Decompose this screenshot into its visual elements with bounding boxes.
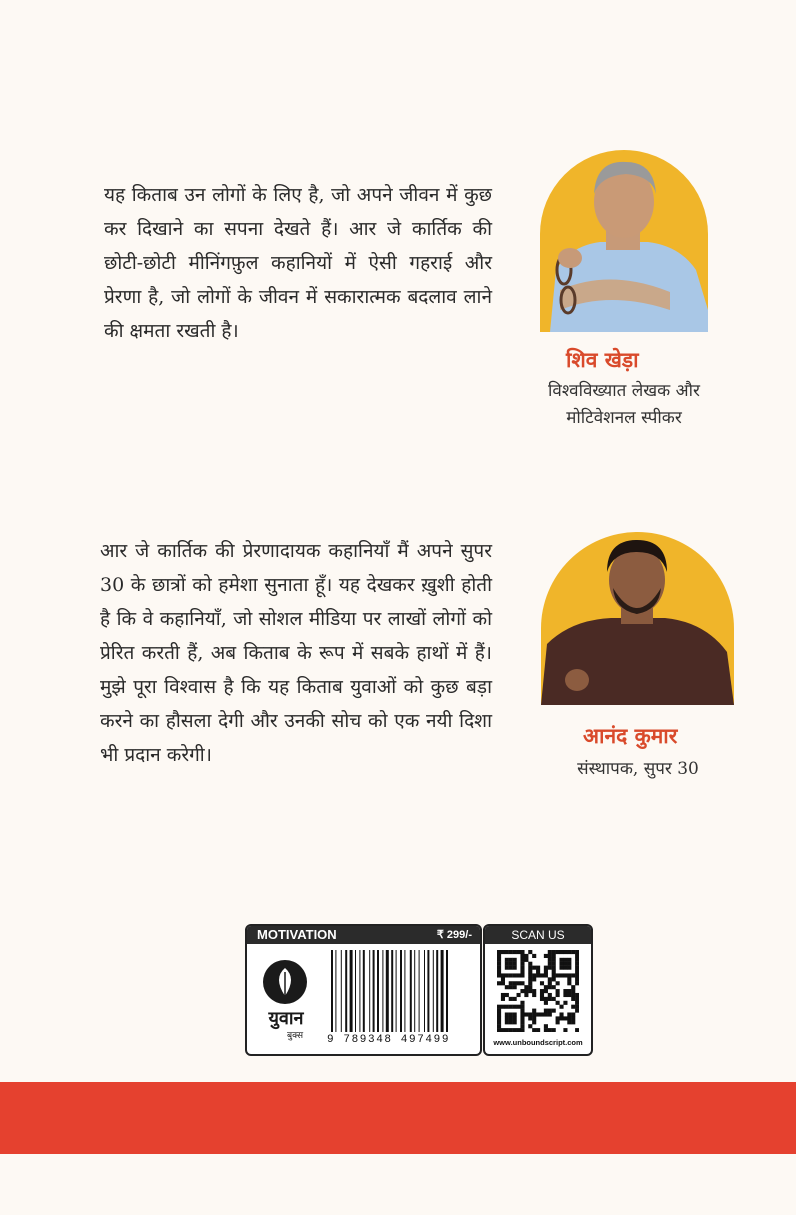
publisher-url[interactable]: www.unboundscript.com <box>493 1038 583 1047</box>
qr-module <box>556 1020 560 1024</box>
qr-module <box>532 973 536 977</box>
barcode-bar <box>433 950 434 1032</box>
qr-module <box>559 1012 563 1016</box>
qr-module <box>567 993 571 997</box>
barcode-bar <box>419 950 420 1032</box>
barcode-bar <box>355 950 356 1032</box>
qr-module <box>520 950 524 954</box>
qr-code[interactable] <box>497 950 579 1032</box>
qr-module <box>552 1009 556 1013</box>
qr-module <box>544 997 548 1001</box>
qr-module <box>544 1028 548 1032</box>
qr-module <box>517 1028 521 1032</box>
qr-module <box>509 981 513 985</box>
barcode-bars <box>331 950 471 1032</box>
qr-module <box>571 950 575 954</box>
qr-module <box>575 966 579 970</box>
qr-module <box>544 970 548 974</box>
qr-module <box>509 997 513 1001</box>
endorser-role-1 <box>516 378 732 432</box>
qr-module <box>501 1028 505 1032</box>
qr-module <box>524 989 528 993</box>
qr-module <box>513 997 517 1001</box>
barcode-bar <box>396 950 397 1032</box>
qr-module <box>528 962 532 966</box>
endorsement-quote-2: आर जे कार्तिक की प्रेरणादायक कहानियाँ मैं अपने सुपर 30 के छात्रों को हमेशा सुनाता हूँ। यह देखकर ख़ुशी होती है कि वे कहानियाँ, जो सोशल मीडिया पर लाखों लोगों को प्रेरित करती हैं, अब किताब के रूप में सबके हाथों में हैं। मुझे पूरा विश्वास है कि यह किताब युवाओं को कुछ बड़ा करने का हौसला देगी और उनकी सोच को एक नयी दिशा भी प्रदान करेगी। <box>100 540 492 766</box>
qr-module <box>544 985 548 989</box>
qr-module <box>505 973 509 977</box>
qr-module <box>544 954 548 958</box>
qr-module <box>536 973 540 977</box>
qr-module <box>505 993 509 997</box>
qr-module <box>563 966 567 970</box>
qr-module <box>540 981 544 985</box>
qr-module <box>509 1016 513 1020</box>
qr-module <box>571 993 575 997</box>
qr-module <box>540 989 544 993</box>
qr-module <box>513 1005 517 1009</box>
qr-module <box>513 958 517 962</box>
qr-module <box>575 981 579 985</box>
qr-module <box>567 950 571 954</box>
qr-module <box>544 989 548 993</box>
qr-header: SCAN US <box>485 926 591 944</box>
qr-module <box>544 1012 548 1016</box>
qr-module <box>540 973 544 977</box>
qr-module <box>571 997 575 1001</box>
qr-module <box>528 973 532 977</box>
barcode-bar <box>404 950 405 1032</box>
qr-module <box>532 1028 536 1032</box>
qr-module <box>548 993 552 997</box>
qr-module <box>548 954 552 958</box>
qr-module <box>528 1016 532 1020</box>
qr-module <box>575 970 579 974</box>
qr-module <box>528 977 532 981</box>
qr-module <box>505 985 509 989</box>
qr-module <box>501 997 505 1001</box>
qr-module <box>509 950 513 954</box>
qr-module <box>520 989 524 993</box>
qr-module <box>575 993 579 997</box>
qr-module <box>567 958 571 962</box>
publisher-logo: युवान <box>268 1008 304 1029</box>
endorser-role-2 <box>540 756 736 783</box>
qr-module <box>520 981 524 985</box>
qr-module <box>552 970 556 974</box>
qr-module <box>571 1016 575 1020</box>
qr-module <box>563 1028 567 1032</box>
endorser-role-2-line1: संस्थापक, सुपर 30 <box>577 759 699 779</box>
qr-module <box>505 958 509 962</box>
qr-module <box>540 1012 544 1016</box>
qr-module <box>556 1016 560 1020</box>
isbn-number: 9 789348 497499 <box>327 1034 451 1046</box>
barcode-bar <box>331 950 333 1032</box>
qr-module <box>575 1009 579 1013</box>
qr-module <box>505 1012 509 1016</box>
qr-module <box>497 954 501 958</box>
barcode-bar <box>373 950 375 1032</box>
qr-module <box>536 970 540 974</box>
barcode-bar <box>446 950 448 1032</box>
qr-module <box>509 966 513 970</box>
qr-module <box>552 958 556 962</box>
qr-module <box>567 973 571 977</box>
barcode-bar <box>369 950 370 1032</box>
qr-module <box>556 981 560 985</box>
qr-module <box>505 950 509 954</box>
qr-module <box>497 1028 501 1032</box>
qr-module <box>505 1020 509 1024</box>
qr-module <box>513 1020 517 1024</box>
qr-module <box>513 973 517 977</box>
qr-module <box>552 962 556 966</box>
qr-module <box>528 981 532 985</box>
qr-module <box>513 1012 517 1016</box>
qr-module <box>509 1005 513 1009</box>
qr-module <box>528 1024 532 1028</box>
qr-module <box>544 1001 548 1005</box>
qr-module <box>552 973 556 977</box>
qr-panel[interactable] <box>483 924 593 1056</box>
endorsement-quote-1: यह किताब उन लोगों के लिए है, जो अपने जीवन में कुछ कर दिखाने का सपना देखते हैं। आर जे कार्तिक की छोटी-छोटी मीनिंगफ़ुल कहानियों में ऐसी गहराई और प्रेरणा है, जो लोगों के जीवन में सकारात्मक बदलाव लाने की क्षमता रखती है। <box>104 184 492 342</box>
qr-module <box>509 973 513 977</box>
qr-module <box>528 985 532 989</box>
qr-module <box>520 1012 524 1016</box>
qr-module <box>497 1012 501 1016</box>
endorser-name-2: आनंद कुमार <box>583 724 678 748</box>
qr-module <box>559 973 563 977</box>
qr-module <box>520 954 524 958</box>
qr-module <box>563 989 567 993</box>
barcode-bar <box>436 950 438 1032</box>
barcode-bar <box>345 950 347 1032</box>
qr-module <box>559 1005 563 1009</box>
qr-module <box>567 1012 571 1016</box>
qr-module <box>497 1005 501 1009</box>
qr-module <box>509 958 513 962</box>
price-label: ₹ 299/- <box>436 929 472 941</box>
qr-module <box>501 981 505 985</box>
qr-module <box>513 1028 517 1032</box>
barcode-bar <box>441 950 444 1032</box>
qr-module <box>567 981 571 985</box>
qr-module <box>520 1028 524 1032</box>
barcode-bar <box>391 950 393 1032</box>
qr-module <box>497 1024 501 1028</box>
qr-module <box>497 973 501 977</box>
bottom-red-band <box>0 1082 796 1154</box>
qr-module <box>571 1020 575 1024</box>
qr-module <box>563 1016 567 1020</box>
qr-module <box>520 1005 524 1009</box>
qr-module <box>563 950 567 954</box>
endorser-role-1-line2: मोटिवेशनल स्पीकर <box>566 408 682 428</box>
qr-module <box>497 1020 501 1024</box>
qr-module <box>517 973 521 977</box>
qr-module <box>497 1009 501 1013</box>
qr-module <box>497 962 501 966</box>
barcode-bar <box>363 950 365 1032</box>
qr-module <box>528 989 532 993</box>
qr-module <box>548 962 552 966</box>
qr-module <box>517 950 521 954</box>
qr-module <box>517 1005 521 1009</box>
qr-module <box>548 997 552 1001</box>
qr-module <box>524 958 528 962</box>
qr-module <box>571 973 575 977</box>
qr-module <box>513 985 517 989</box>
qr-module <box>571 989 575 993</box>
qr-module <box>532 966 536 970</box>
publisher-leaf-icon <box>263 960 307 1004</box>
endorser-role-1-line1: विश्वविख्यात लेखक और <box>548 381 700 401</box>
qr-module <box>563 973 567 977</box>
qr-module <box>548 958 552 962</box>
qr-module <box>552 1028 556 1032</box>
qr-module <box>509 1012 513 1016</box>
qr-module <box>556 989 560 993</box>
qr-module <box>524 954 528 958</box>
barcode-bar <box>424 950 425 1032</box>
qr-module <box>540 993 544 997</box>
qr-module <box>548 950 552 954</box>
qr-module <box>575 1001 579 1005</box>
qr-module <box>532 954 536 958</box>
qr-module <box>567 977 571 981</box>
qr-module <box>563 962 567 966</box>
qr-module <box>532 1020 536 1024</box>
barcode-bar <box>427 950 429 1032</box>
qr-module <box>517 993 521 997</box>
qr-module <box>575 950 579 954</box>
qr-module <box>497 1016 501 1020</box>
qr-module <box>548 966 552 970</box>
barcode-bar <box>377 950 379 1032</box>
qr-module <box>520 962 524 966</box>
qr-module <box>563 958 567 962</box>
qr-module <box>559 958 563 962</box>
qr-module <box>497 981 501 985</box>
endorser-portrait-2 <box>541 532 734 705</box>
publisher-logo-sub: बुक्स <box>287 1031 304 1041</box>
qr-module <box>567 966 571 970</box>
qr-module <box>524 1012 528 1016</box>
qr-module <box>571 1012 575 1016</box>
qr-module <box>524 985 528 989</box>
qr-module <box>509 1020 513 1024</box>
endorser-name-1: शिव खेड़ा <box>566 348 639 372</box>
qr-module <box>505 966 509 970</box>
qr-module <box>532 1012 536 1016</box>
qr-module <box>540 997 544 1001</box>
qr-module <box>513 1016 517 1020</box>
qr-module <box>556 973 560 977</box>
qr-module <box>520 973 524 977</box>
qr-module <box>528 970 532 974</box>
qr-module <box>559 966 563 970</box>
barcode-bar <box>382 950 383 1032</box>
qr-module <box>509 962 513 966</box>
qr-module <box>575 973 579 977</box>
qr-module <box>509 1028 513 1032</box>
qr-module <box>532 993 536 997</box>
barcode-bar <box>335 950 336 1032</box>
qr-module <box>505 962 509 966</box>
qr-module <box>528 1012 532 1016</box>
qr-module <box>571 985 575 989</box>
qr-module <box>556 993 560 997</box>
qr-module <box>532 977 536 981</box>
qr-module <box>571 1005 575 1009</box>
qr-module <box>559 950 563 954</box>
qr-module <box>501 973 505 977</box>
qr-module <box>575 997 579 1001</box>
qr-module <box>505 1005 509 1009</box>
qr-module <box>520 970 524 974</box>
qr-module <box>563 1001 567 1005</box>
barcode-bar <box>350 950 353 1032</box>
qr-module <box>548 981 552 985</box>
qr-module <box>509 985 513 989</box>
qr-module <box>520 1016 524 1020</box>
barcode-panel <box>245 924 482 1056</box>
qr-module <box>517 981 521 985</box>
qr-module <box>524 993 528 997</box>
qr-module <box>520 1020 524 1024</box>
qr-module <box>513 981 517 985</box>
qr-module <box>532 1009 536 1013</box>
qr-module <box>556 950 560 954</box>
qr-module <box>563 993 567 997</box>
qr-module <box>528 966 532 970</box>
qr-module <box>520 958 524 962</box>
qr-module <box>497 966 501 970</box>
endorser-portrait-1 <box>540 150 708 332</box>
qr-module <box>575 958 579 962</box>
qr-module <box>552 985 556 989</box>
qr-module <box>520 1009 524 1013</box>
endorser-photo-2 <box>541 532 734 705</box>
category-label: MOTIVATION <box>257 927 337 942</box>
qr-module <box>552 966 556 970</box>
barcode-bar <box>414 950 415 1032</box>
barcode-bar <box>386 950 389 1032</box>
barcode-header <box>247 926 480 944</box>
barcode-bar <box>359 950 360 1032</box>
qr-module <box>567 989 571 993</box>
qr-module <box>548 985 552 989</box>
qr-module <box>505 1016 509 1020</box>
qr-module <box>501 977 505 981</box>
qr-module <box>497 970 501 974</box>
qr-module <box>501 1005 505 1009</box>
qr-module <box>544 966 548 970</box>
qr-module <box>575 977 579 981</box>
qr-module <box>544 1009 548 1013</box>
qr-module <box>513 962 517 966</box>
qr-module <box>513 950 517 954</box>
qr-module <box>536 1012 540 1016</box>
qr-module <box>548 1009 552 1013</box>
qr-module <box>520 1024 524 1028</box>
qr-module <box>548 1028 552 1032</box>
qr-module <box>536 1028 540 1032</box>
qr-module <box>513 966 517 970</box>
qr-module <box>575 1028 579 1032</box>
qr-module <box>497 958 501 962</box>
qr-module <box>575 954 579 958</box>
qr-module <box>548 1012 552 1016</box>
qr-module <box>559 962 563 966</box>
qr-module <box>536 966 540 970</box>
qr-module <box>505 1028 509 1032</box>
barcode-bar <box>341 950 342 1032</box>
qr-module <box>520 1001 524 1005</box>
qr-module <box>501 993 505 997</box>
qr-module <box>532 989 536 993</box>
qr-module <box>544 1024 548 1028</box>
qr-module <box>552 997 556 1001</box>
barcode-bar <box>400 950 402 1032</box>
qr-module <box>567 1016 571 1020</box>
qr-module <box>559 1016 563 1020</box>
qr-module <box>520 966 524 970</box>
qr-module <box>528 950 532 954</box>
qr-module <box>567 1020 571 1024</box>
qr-module <box>548 977 552 981</box>
qr-module <box>575 1005 579 1009</box>
qr-module <box>552 950 556 954</box>
qr-module <box>532 1016 536 1020</box>
qr-module <box>497 950 501 954</box>
qr-module <box>552 954 556 958</box>
endorser-photo-1 <box>540 150 708 332</box>
qr-module <box>556 1001 560 1005</box>
qr-module <box>575 962 579 966</box>
qr-module <box>552 977 556 981</box>
qr-module <box>544 973 548 977</box>
barcode-bar <box>410 950 412 1032</box>
qr-module <box>501 950 505 954</box>
qr-module <box>567 962 571 966</box>
